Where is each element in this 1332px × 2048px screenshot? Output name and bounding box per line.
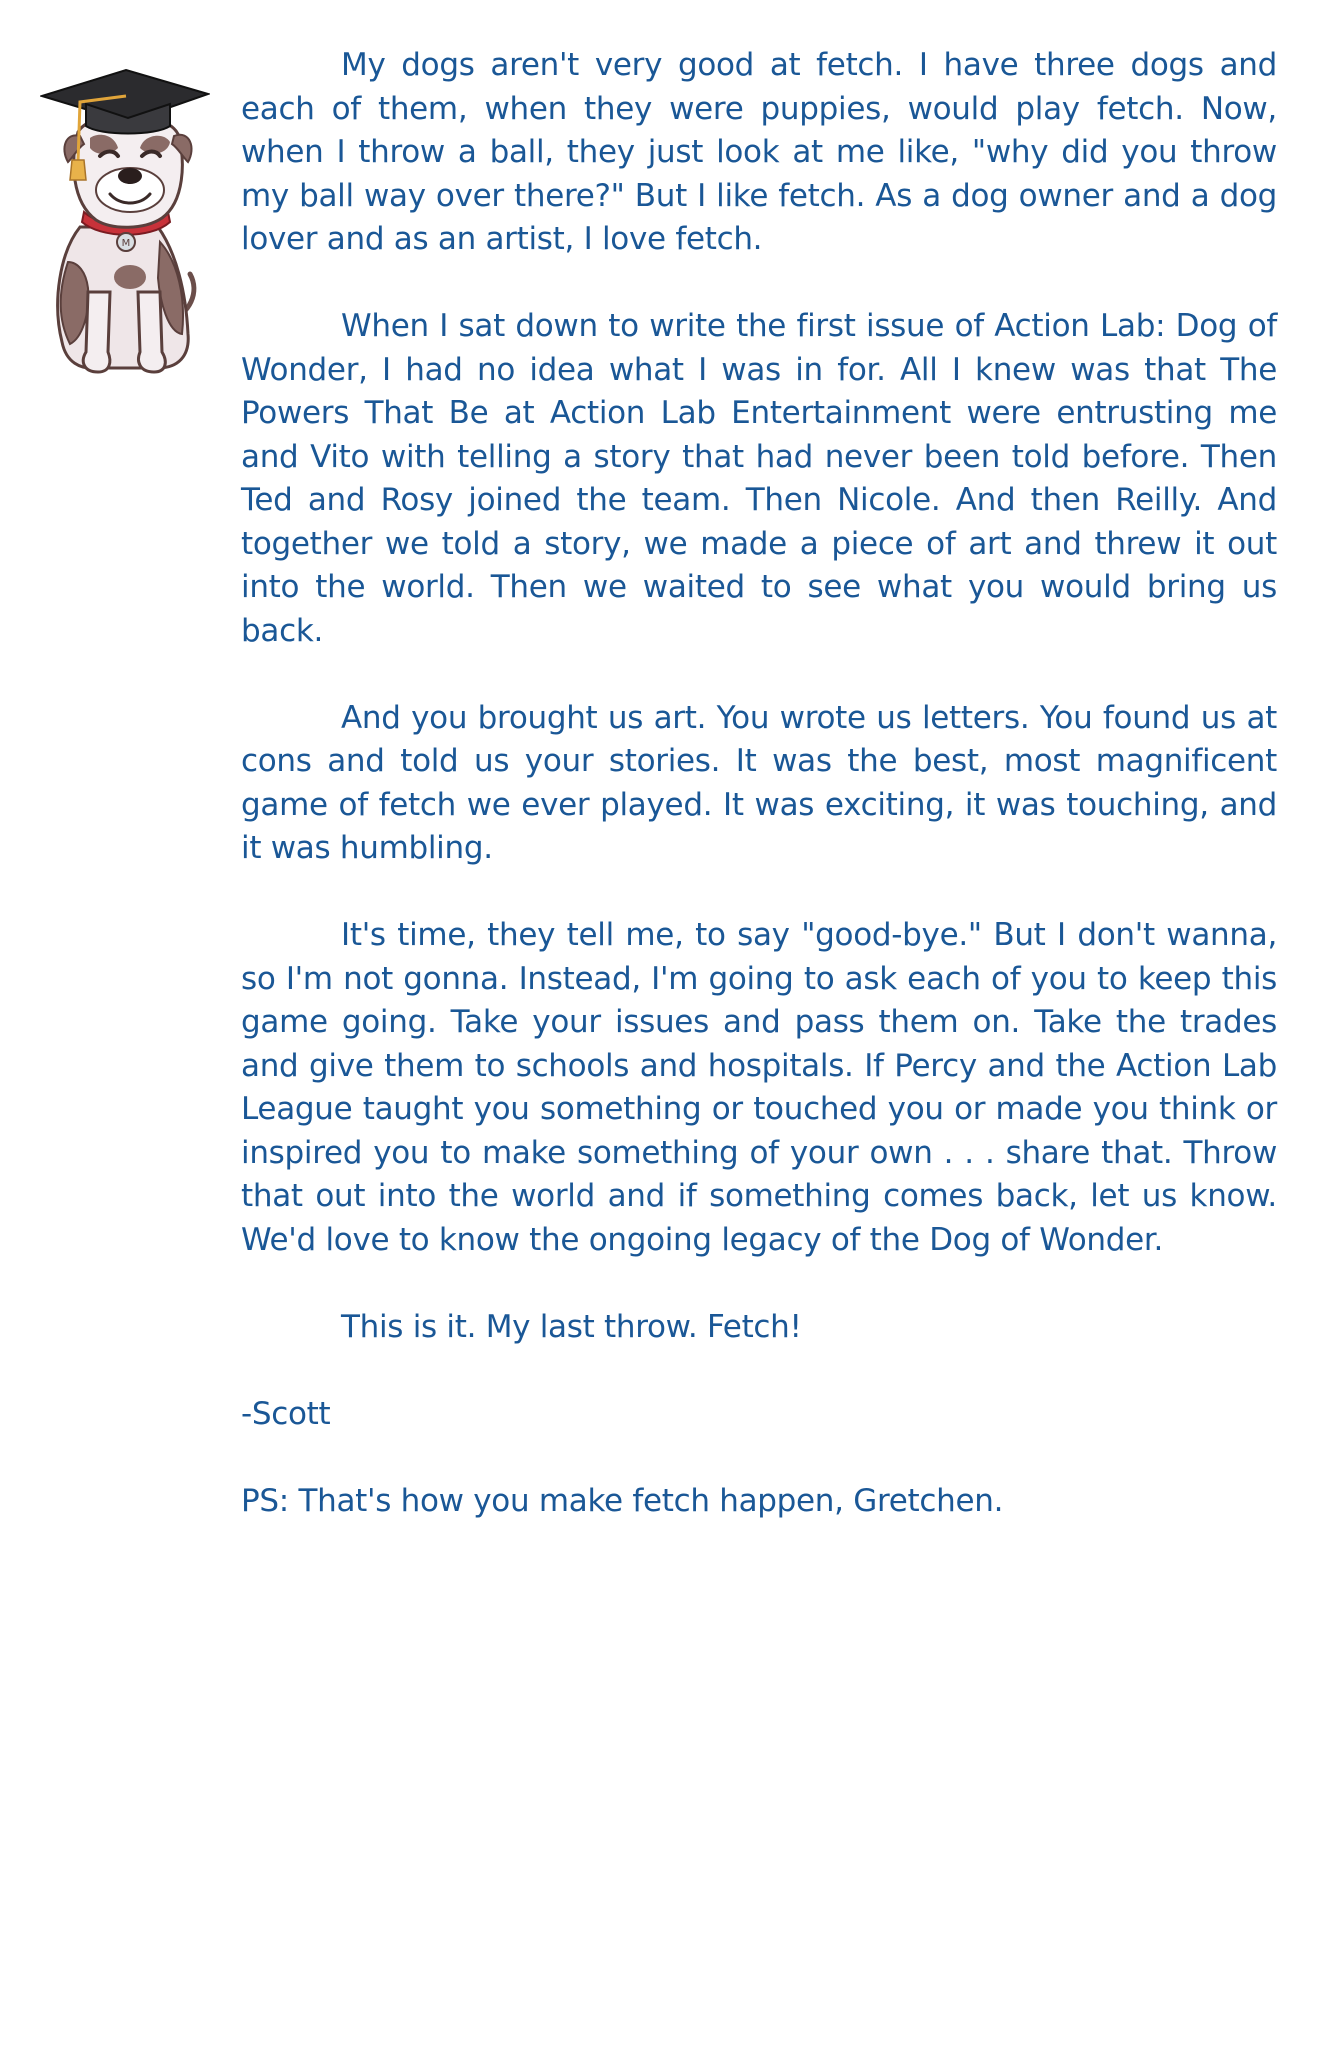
letter-signature: -Scott — [241, 1395, 331, 1432]
dog-nose — [118, 168, 142, 184]
dog-chest-spot — [114, 265, 146, 289]
dog-leg-left — [83, 292, 110, 372]
letter-paragraph-2: When I sat down to write the first issue of Action Lab: Dog of Wonder, I had no idea what I was in for. All I knew was that The Powers That Be at Action Lab Entertainment were entrusting me and Vito with telling a story that had never been told before. Then Ted and Rosy joined the team. Then Nicole. And then Reilly. And together we told a story, we made a piece of art and threw it out into the world. Then we waited to see what you would bring us back. — [241, 308, 1277, 649]
letter-postscript: PS: That's how you make fetch happen, Gretchen. — [241, 1482, 1004, 1519]
letter-paragraph-1: My dogs aren't very good at fetch. I have three dogs and each of them, when they were puppies, would play fetch. Now, when I throw a ball, they just look at me like, "why did you throw my ball way over there?" But I like fetch. As a dog owner and a dog lover and as an artist, I love fetch. — [241, 47, 1277, 257]
letter-paragraph-3: And you brought us art. You wrote us letters. You found us at cons and told us your stories. It was the best, most magnificent game of fetch we ever played. It was exciting, it was touching, and it was humbling. — [241, 699, 1277, 866]
letter-paragraph-5: This is it. My last throw. Fetch! — [341, 1308, 802, 1345]
letter-body — [241, 44, 1277, 1567]
letter-paragraph-4: It's time, they tell me, to say "good-bye." But I don't wanna, so I'm not gonna. Instead, I'm going to ask each of you to keep this game going. Take your issues and pass them on. Take the trades and give them to schools and hospitals. If Percy and the Action Lab League taught you something or touched you or made you think or inspired you to make something of your own . . . share that. Throw that out into the world and if something comes back, let us know. We'd love to know the ongoing legacy of the Dog of Wonder. — [241, 917, 1277, 1258]
dog-leg-right — [138, 292, 165, 372]
dog-mascot-illustration — [40, 52, 210, 380]
svg-text:M: M — [121, 238, 131, 249]
